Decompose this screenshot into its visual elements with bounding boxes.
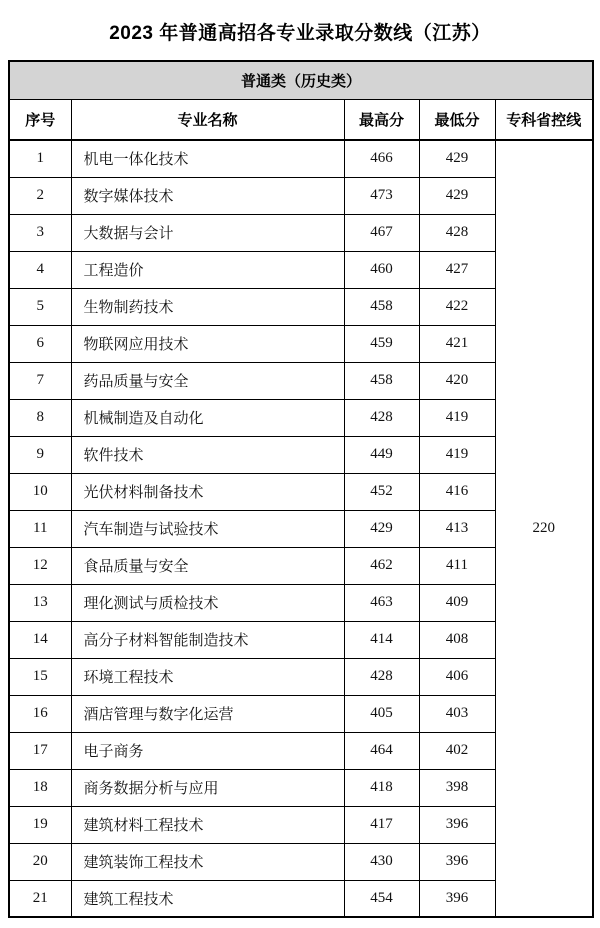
min-score: 419 xyxy=(419,399,495,436)
min-score: 419 xyxy=(419,436,495,473)
max-score: 429 xyxy=(344,510,419,547)
max-score: 428 xyxy=(344,658,419,695)
min-score: 416 xyxy=(419,473,495,510)
major-name: 数字媒体技术 xyxy=(71,177,344,214)
min-score: 408 xyxy=(419,621,495,658)
major-name: 商务数据分析与应用 xyxy=(71,769,344,806)
max-score: 428 xyxy=(344,399,419,436)
admission-scores-table xyxy=(8,60,594,918)
column-header-3: 最高分 xyxy=(344,99,419,140)
max-score: 417 xyxy=(344,806,419,843)
max-score: 405 xyxy=(344,695,419,732)
major-name: 药品质量与安全 xyxy=(71,362,344,399)
row-number: 21 xyxy=(9,880,71,917)
max-score: 463 xyxy=(344,584,419,621)
column-header-4: 最低分 xyxy=(419,99,495,140)
min-score: 396 xyxy=(419,843,495,880)
major-name: 工程造价 xyxy=(71,251,344,288)
row-number: 4 xyxy=(9,251,71,288)
major-name: 大数据与会计 xyxy=(71,214,344,251)
min-score: 396 xyxy=(419,806,495,843)
row-number: 12 xyxy=(9,547,71,584)
min-score: 398 xyxy=(419,769,495,806)
max-score: 458 xyxy=(344,288,419,325)
major-name: 高分子材料智能制造技术 xyxy=(71,621,344,658)
category-header: 普通类（历史类） xyxy=(9,61,593,99)
max-score: 458 xyxy=(344,362,419,399)
max-score: 466 xyxy=(344,140,419,177)
max-score: 462 xyxy=(344,547,419,584)
row-number: 11 xyxy=(9,510,71,547)
row-number: 3 xyxy=(9,214,71,251)
column-header-5: 专科省控线 xyxy=(495,99,593,140)
row-number: 1 xyxy=(9,140,71,177)
min-score: 429 xyxy=(419,140,495,177)
row-number: 13 xyxy=(9,584,71,621)
major-name: 软件技术 xyxy=(71,436,344,473)
max-score: 473 xyxy=(344,177,419,214)
major-name: 建筑工程技术 xyxy=(71,880,344,917)
min-score: 420 xyxy=(419,362,495,399)
max-score: 430 xyxy=(344,843,419,880)
major-name: 酒店管理与数字化运营 xyxy=(71,695,344,732)
min-score: 396 xyxy=(419,880,495,917)
min-score: 402 xyxy=(419,732,495,769)
min-score: 428 xyxy=(419,214,495,251)
row-number: 5 xyxy=(9,288,71,325)
row-number: 16 xyxy=(9,695,71,732)
major-name: 环境工程技术 xyxy=(71,658,344,695)
min-score: 422 xyxy=(419,288,495,325)
row-number: 10 xyxy=(9,473,71,510)
page-title: 2023 年普通高招各专业录取分数线（江苏） xyxy=(109,23,491,44)
row-number: 14 xyxy=(9,621,71,658)
row-number: 19 xyxy=(9,806,71,843)
max-score: 414 xyxy=(344,621,419,658)
major-name: 生物制药技术 xyxy=(71,288,344,325)
max-score: 452 xyxy=(344,473,419,510)
min-score: 406 xyxy=(419,658,495,695)
row-number: 8 xyxy=(9,399,71,436)
min-score: 429 xyxy=(419,177,495,214)
max-score: 460 xyxy=(344,251,419,288)
major-name: 汽车制造与试验技术 xyxy=(71,510,344,547)
major-name: 建筑装饰工程技术 xyxy=(71,843,344,880)
row-number: 2 xyxy=(9,177,71,214)
major-name: 机械制造及自动化 xyxy=(71,399,344,436)
row-number: 17 xyxy=(9,732,71,769)
major-name: 物联网应用技术 xyxy=(71,325,344,362)
row-number: 18 xyxy=(9,769,71,806)
major-name: 理化测试与质检技术 xyxy=(71,584,344,621)
major-name: 建筑材料工程技术 xyxy=(71,806,344,843)
min-score: 427 xyxy=(419,251,495,288)
row-number: 9 xyxy=(9,436,71,473)
column-header-2: 专业名称 xyxy=(71,99,344,140)
major-name: 机电一体化技术 xyxy=(71,140,344,177)
min-score: 403 xyxy=(419,695,495,732)
max-score: 418 xyxy=(344,769,419,806)
major-name: 光伏材料制备技术 xyxy=(71,473,344,510)
major-name: 食品质量与安全 xyxy=(71,547,344,584)
provincial-control-line-value: 220 xyxy=(495,140,593,917)
major-name: 电子商务 xyxy=(71,732,344,769)
max-score: 454 xyxy=(344,880,419,917)
min-score: 413 xyxy=(419,510,495,547)
column-header-row xyxy=(9,99,593,140)
min-score: 421 xyxy=(419,325,495,362)
max-score: 467 xyxy=(344,214,419,251)
row-number: 6 xyxy=(9,325,71,362)
min-score: 409 xyxy=(419,584,495,621)
row-number: 20 xyxy=(9,843,71,880)
max-score: 459 xyxy=(344,325,419,362)
row-number: 7 xyxy=(9,362,71,399)
table-row xyxy=(9,140,593,177)
row-number: 15 xyxy=(9,658,71,695)
max-score: 464 xyxy=(344,732,419,769)
category-header-row xyxy=(9,61,593,99)
column-header-1: 序号 xyxy=(9,99,71,140)
min-score: 411 xyxy=(419,547,495,584)
max-score: 449 xyxy=(344,436,419,473)
